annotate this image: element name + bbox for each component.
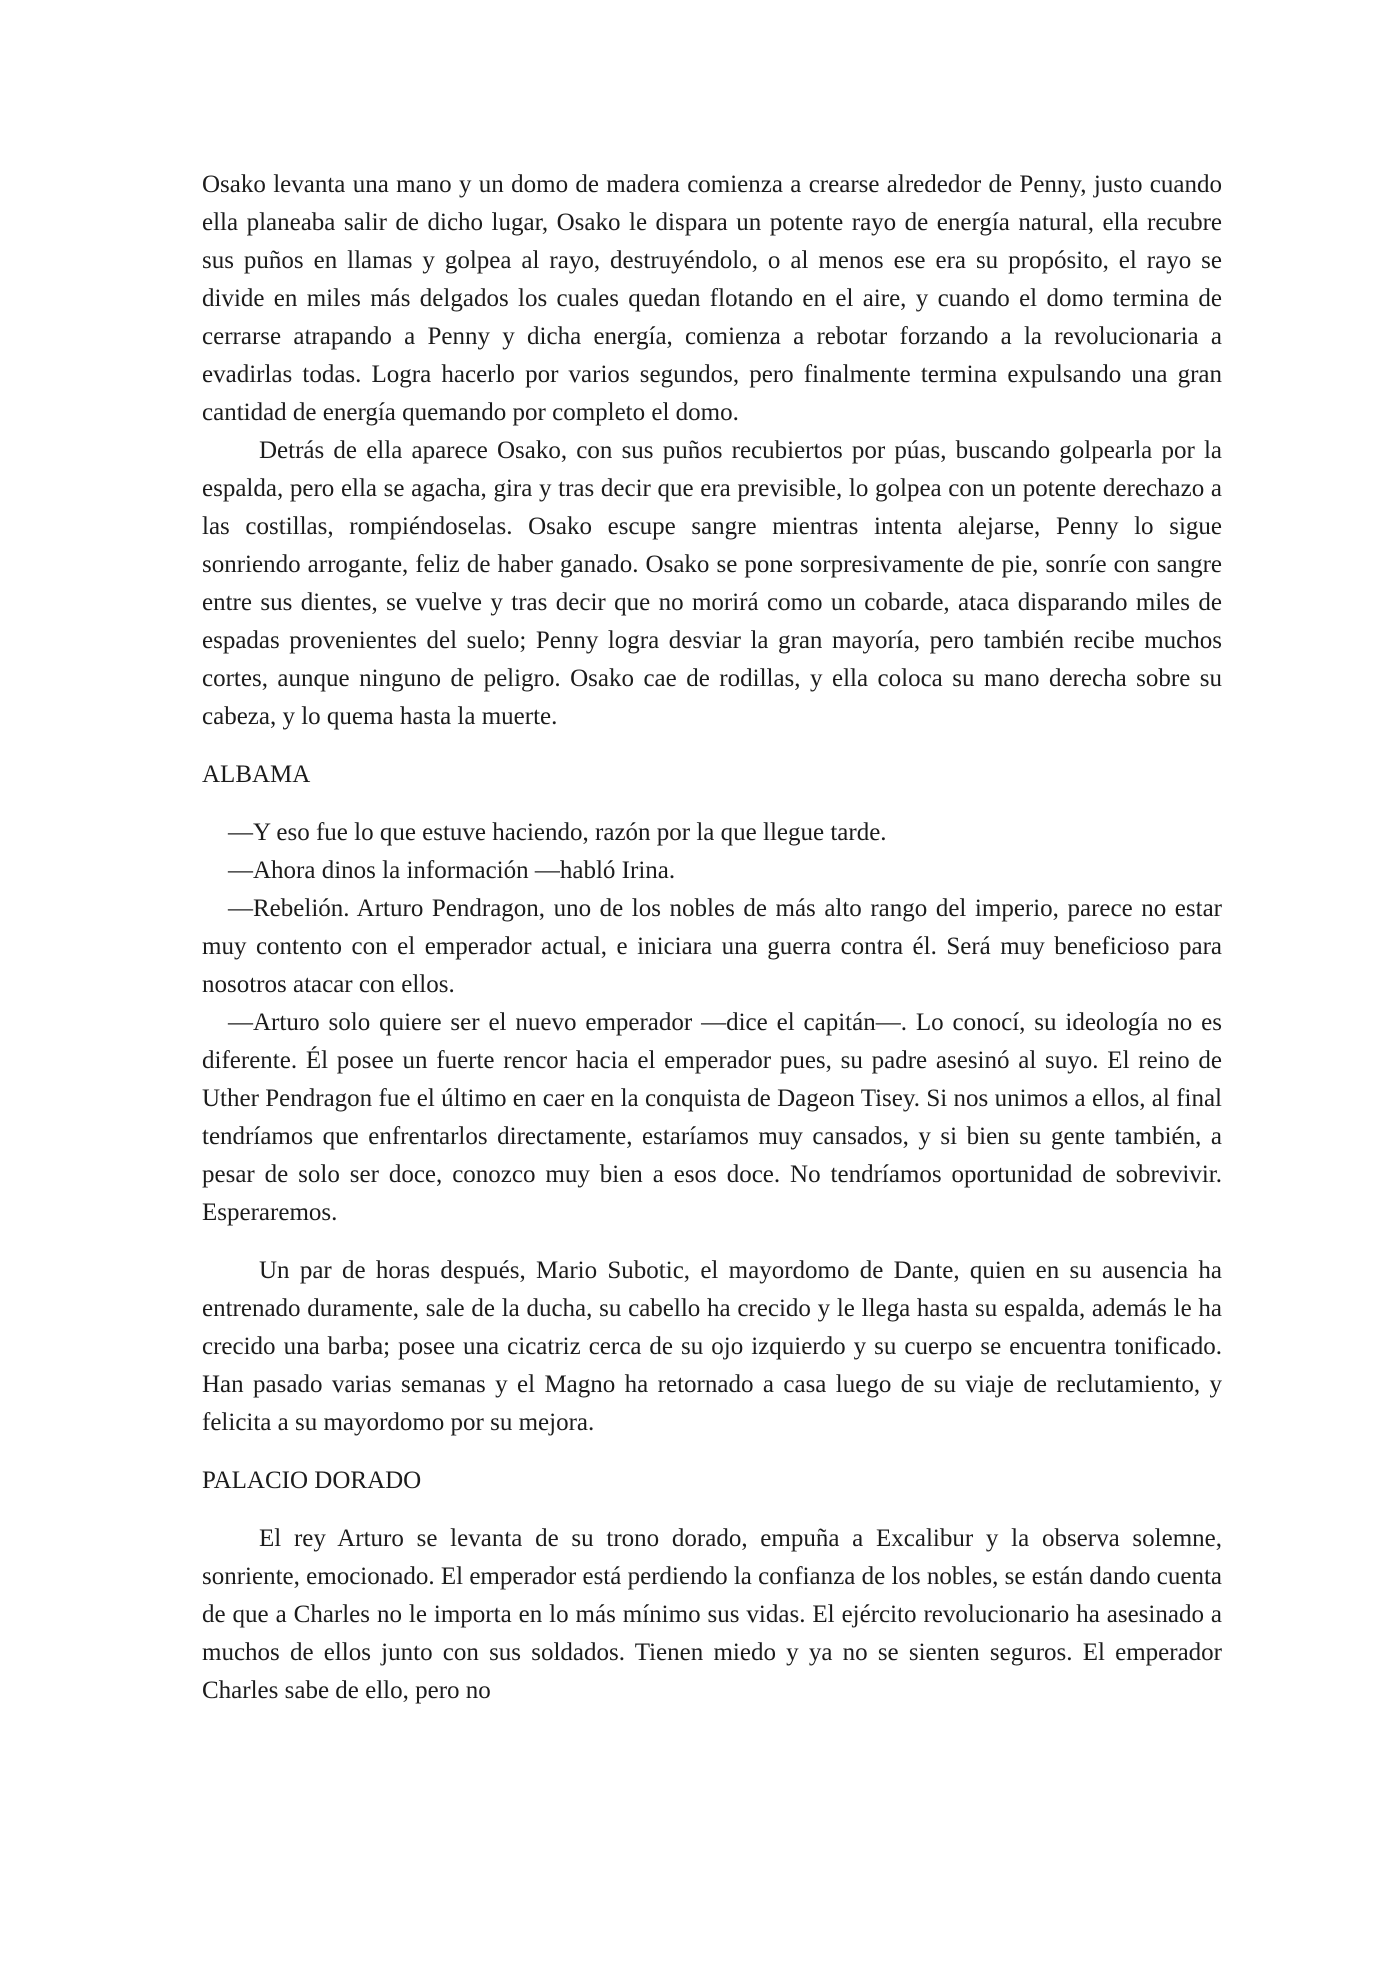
section-heading-albama: ALBAMA [202, 761, 311, 788]
document-page [202, 166, 1222, 1710]
section-heading-palacio-dorado: PALACIO DORADO [202, 1467, 422, 1494]
dialog-line: —Rebelión. Arturo Pendragon, uno de los nobles de más alto rango del imperio, parece no estar muy contento con el emperador actual, e iniciara una guerra contra él. Será muy beneficioso para nosotros atacar con ellos. [202, 895, 1222, 998]
paragraph-osako-dome: Osako levanta una mano y un domo de madera comienza a crearse alrededor de Penny, justo cuando ella planeaba salir de dicho lugar, Osako le dispara un potente rayo de energía natural, ella recubre sus puños en llamas y golpea al rayo, destruyéndolo, o al menos ese era su propósito, el rayo se divide en miles más delgados los cuales quedan flotando en el aire, y cuando el domo termina de cerrarse atrapando a Penny y dicha energía, comienza a rebotar forzando a la revolucionaria a evadirlas todas. Logra hacerlo por varios segundos, pero finalmente termina expulsando una gran cantidad de energía quemando por completo el domo. [202, 171, 1222, 426]
paragraph-osako-death: Detrás de ella aparece Osako, con sus puños recubiertos por púas, buscando golpearla por la espalda, pero ella se agacha, gira y tras decir que era previsible, lo golpea con un potente derechazo a las costillas, rompiéndoselas. Osako escupe sangre mientras intenta alejarse, Penny lo sigue sonriendo arrogante, feliz de haber ganado. Osako se pone sorpresivamente de pie, sonríe con sangre entre sus dientes, se vuelve y tras decir que no morirá como un cobarde, ataca disparando miles de espadas provenientes del suelo; Penny logra desviar la gran mayoría, pero también recibe muchos cortes, aunque ninguno de peligro. Osako cae de rodillas, y ella coloca su mano derecha sobre su cabeza, y lo quema hasta la muerte. [202, 437, 1222, 730]
dialog-line: —Y eso fue lo que estuve haciendo, razón por la que llegue tarde. [228, 819, 887, 846]
paragraph-mario-subotic: Un par de horas después, Mario Subotic, el mayordomo de Dante, quien en su ausencia ha entrenado duramente, sale de la ducha, su cabello ha crecido y le llega hasta su espalda, además le ha crecido una barba; posee una cicatriz cerca de su ojo izquierdo y su cuerpo se encuentra tonificado. Han pasado varias semanas y el Magno ha retornado a casa luego de su viaje de reclutamiento, y felicita a su mayordomo por su mejora. [202, 1257, 1222, 1436]
dialog-line: —Arturo solo quiere ser el nuevo emperador —dice el capitán—. Lo conocí, su ideología no es diferente. Él posee un fuerte rencor hacia el emperador pues, su padre asesinó al suyo. El reino de Uther Pendragon fue el último en caer en la conquista de Dageon Tisey. Si nos unimos a ellos, al final tendríamos que enfrentarlos directamente, estaríamos muy cansados, y si bien su gente también, a pesar de solo ser doce, conozco muy bien a esos doce. No tendríamos oportunidad de sobrevivir. Esperaremos. [202, 1009, 1222, 1226]
paragraph-rey-arturo: El rey Arturo se levanta de su trono dorado, empuña a Excalibur y la observa solemne, sonriente, emocionado. El emperador está perdiendo la confianza de los nobles, se están dando cuenta de que a Charles no le importa en lo más mínimo sus vidas. El ejército revolucionario ha asesinado a muchos de ellos junto con sus soldados. Tienen miedo y ya no se sienten seguros. El emperador Charles sabe de ello, pero no [202, 1525, 1222, 1704]
dialog-line: —Ahora dinos la información —habló Irina. [228, 857, 676, 884]
paragraph-gap [202, 1232, 1222, 1252]
